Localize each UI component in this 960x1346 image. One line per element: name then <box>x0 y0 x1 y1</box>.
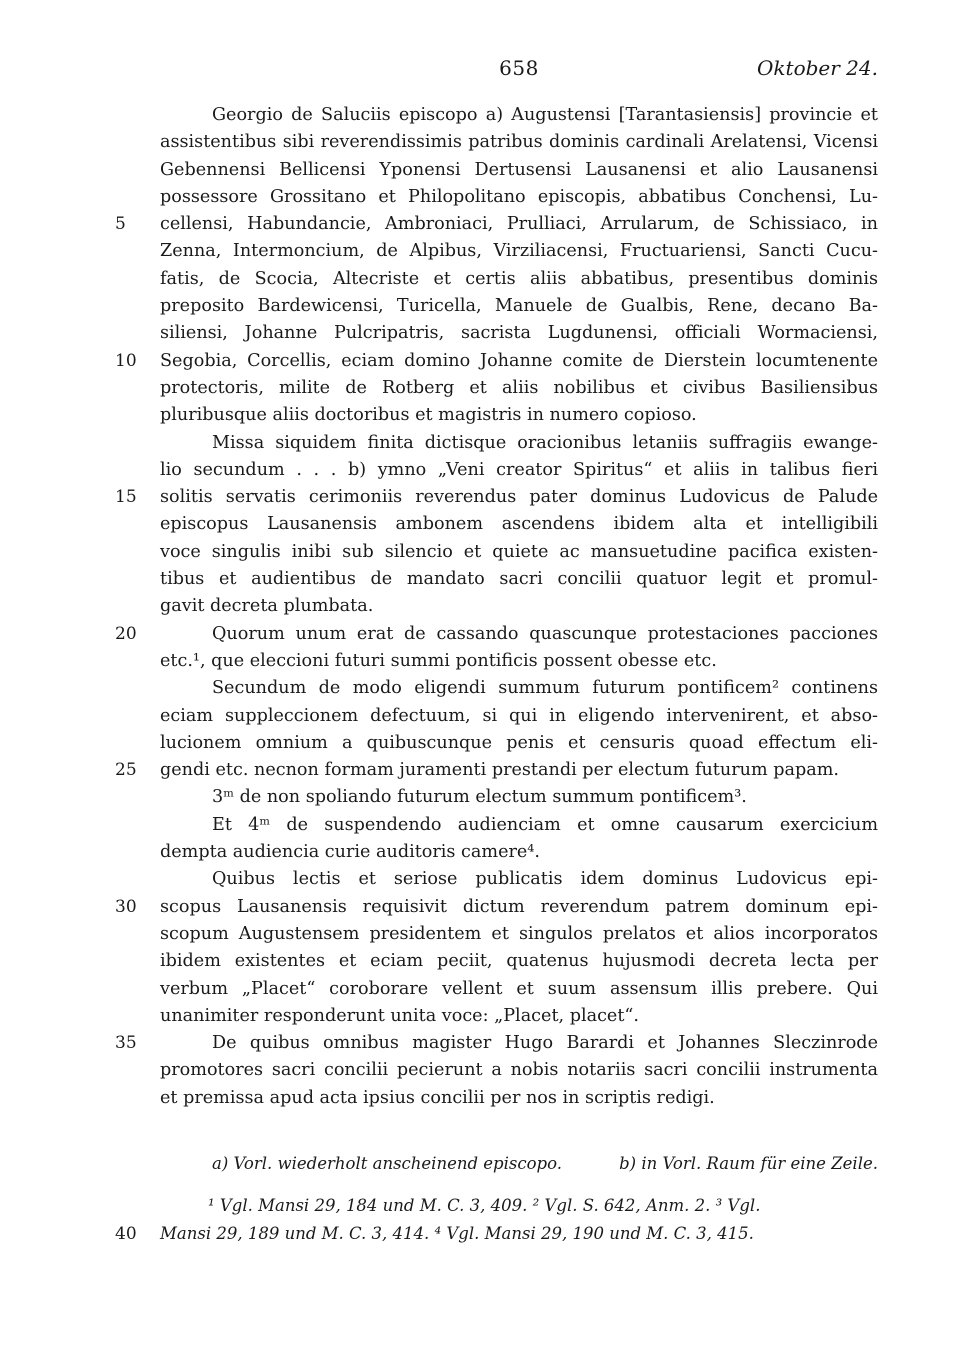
line-text: Gebennensi Bellicensi Yponensi Dertusensi Lausanensi et alio Lausanensi <box>160 159 878 180</box>
line-text: fatis, de Scocia, Altecriste et certis aliis abbatibus, presentibus dominis <box>160 268 878 289</box>
line-text: solitis servatis cerimoniis reverendus pater dominus Ludovicus de Palude <box>160 487 878 508</box>
line-number: 25 <box>115 760 137 781</box>
line-text: De quibus omnibus magister Hugo Barardi et Johannes Sleczinrode <box>212 1033 878 1054</box>
line-number: 30 <box>115 896 137 917</box>
text-line <box>160 293 878 320</box>
text-line <box>160 812 878 839</box>
line-text: Georgio de Saluciis episcopo a) Augustensi [Tarantasiensis] provincie et <box>212 105 878 125</box>
text-line <box>160 1003 878 1030</box>
line-text: assistentibus sibi reverendissimis patribus dominis cardinali Arelatensi, Vicensi <box>160 132 878 153</box>
line-text: Missa siquidem finita dictisque oracionibus letaniis suffragiis ewange- <box>212 432 878 453</box>
reference-notes-line-1 <box>160 1192 878 1220</box>
text-line <box>160 430 878 457</box>
text-line <box>115 621 878 648</box>
text-line <box>115 484 878 511</box>
line-text: Segobia, Corcellis, eciam domino Johanne comite de Dierstein locumtenente <box>160 350 878 371</box>
footnotes <box>115 1150 878 1248</box>
line-number: 5 <box>115 214 126 235</box>
text-line <box>160 1057 878 1084</box>
text-line <box>160 648 878 675</box>
text-line <box>160 266 878 293</box>
text-line <box>160 511 878 538</box>
reference-footnote-text: ¹ Vgl. Mansi 29, 184 und M. C. 3, 409. ² Vgl. S. 642, Anm. 2. ³ Vgl. <box>208 1196 761 1215</box>
line-text: et premissa apud acta ipsius concilii per nos in scriptis redigi. <box>160 1087 715 1108</box>
text-line <box>160 703 878 730</box>
text-line <box>160 102 878 129</box>
footnote-a: a) Vorl. wiederholt anscheinend episcopo. <box>212 1154 562 1173</box>
text-line <box>160 402 878 429</box>
line-text: preposito Bardewicensi, Turicella, Manuele de Gualbis, Rene, decano Ba- <box>160 296 878 317</box>
text-line <box>160 184 878 211</box>
main-text <box>115 102 878 1112</box>
footnote-b: b) in Vorl. Raum für eine Zeile. <box>619 1154 878 1173</box>
text-line <box>115 1030 878 1057</box>
text-line <box>115 211 878 238</box>
line-text: Zenna, Intermoncium, de Alpibus, Virziliacensi, Fructuariensi, Sancti Cucu- <box>160 241 878 262</box>
text-line <box>160 375 878 402</box>
line-text: gavit decreta plumbata. <box>160 596 374 617</box>
text-line <box>160 921 878 948</box>
line-text: pluribusque aliis doctoribus et magistris in numero copioso. <box>160 405 697 426</box>
line-text: gendi etc. necnon formam juramenti prestandi per electum futurum papam. <box>160 760 840 781</box>
line-text: eciam suppleccionem defectuum, si qui in eligendo intervenirent, et abso- <box>160 705 878 726</box>
line-text: scopum Augustensem presidentem et singulos prelatos et alios incorporatos <box>160 923 878 944</box>
text-line <box>160 129 878 156</box>
line-text: siliensi, Johanne Pulcripatris, sacrista Lugdunensi, officiali Wormaciensi, <box>160 323 878 344</box>
line-number: 35 <box>115 1033 137 1054</box>
page-header <box>160 56 878 86</box>
line-text: episcopus Lausanensis ambonem ascendens ibidem alta et intelligibili <box>160 514 878 535</box>
line-text: unanimiter responderunt unita voce: „Placet, placet“. <box>160 1005 640 1026</box>
text-line <box>160 157 878 184</box>
text-line <box>160 566 878 593</box>
line-text: lucionem omnium a quibuscunque penis et censuris quoad effectum eli- <box>160 732 878 753</box>
reference-notes-line-2 <box>115 1220 878 1248</box>
line-number: 10 <box>115 350 137 371</box>
page-number: 658 <box>499 56 539 80</box>
line-number: 20 <box>115 623 137 644</box>
text-line <box>160 539 878 566</box>
line-text: cellensi, Habundancie, Ambroniaci, Prulliaci, Arrularum, de Schissiaco, in <box>160 214 878 235</box>
text-line <box>160 866 878 893</box>
line-text: tibus et audientibus de mandato sacri concilii quatuor legit et promul- <box>160 569 878 590</box>
reference-footnote-text: Mansi 29, 189 und M. C. 3, 414. ⁴ Vgl. Mansi 29, 190 und M. C. 3, 415. <box>160 1224 754 1243</box>
text-line <box>115 348 878 375</box>
line-text: Secundum de modo eligendi summum futurum pontificem² continens <box>212 678 878 699</box>
line-text: scopus Lausanensis requisivit dictum reverendum patrem dominum epi- <box>160 896 878 917</box>
line-text: 3ᵐ de non spoliando futurum electum summum pontificem³. <box>212 787 747 808</box>
critical-notes-line <box>160 1150 878 1178</box>
line-text: voce singulis inibi sub silencio et quiete ac mansuetudine pacifica existen- <box>160 541 878 562</box>
line-text: lio secundum . . . b) ymno „Veni creator Spiritus“ et aliis in talibus fieri <box>160 459 878 480</box>
line-text: protectoris, milite de Rotberg et aliis nobilibus et civibus Basiliensibus <box>160 377 878 398</box>
line-number: 15 <box>115 487 137 508</box>
text-line <box>115 894 878 921</box>
text-line <box>160 976 878 1003</box>
line-text: promotores sacri concilii pecierunt a nobis notariis sacri concilii instrumenta <box>160 1060 878 1081</box>
line-text: Et 4ᵐ de suspendendo audienciam et omne causarum exercicium <box>212 814 878 835</box>
line-text: verbum „Placet“ coroborare vellent et suum assensum illis prebere. Qui <box>160 978 878 999</box>
text-line <box>115 757 878 784</box>
text-line <box>160 593 878 620</box>
line-number: 40 <box>115 1224 137 1244</box>
line-text: Quorum unum erat de cassando quascunque protestaciones pacciones <box>212 623 878 644</box>
text-line <box>160 457 878 484</box>
text-line <box>160 839 878 866</box>
line-text: ibidem existentes et eciam peciit, quatenus hujusmodi decreta lecta per <box>160 951 878 972</box>
text-line <box>160 238 878 265</box>
line-text: etc.¹, que eleccioni futuri summi pontificis possent obesse etc. <box>160 650 717 671</box>
text-line <box>160 675 878 702</box>
line-text: Quibus lectis et seriose publicatis idem dominus Ludovicus epi- <box>212 869 878 890</box>
text-line <box>160 948 878 975</box>
text-line <box>160 1085 878 1112</box>
text-line <box>160 320 878 347</box>
text-line <box>160 784 878 811</box>
line-text: dempta audiencia curie auditoris camere⁴. <box>160 842 540 863</box>
line-text: possessore Grossitano et Philopolitano episcopis, abbatibus Conchensi, Lu- <box>160 186 878 207</box>
text-line <box>160 730 878 757</box>
running-date: Oktober 24. <box>757 56 878 80</box>
